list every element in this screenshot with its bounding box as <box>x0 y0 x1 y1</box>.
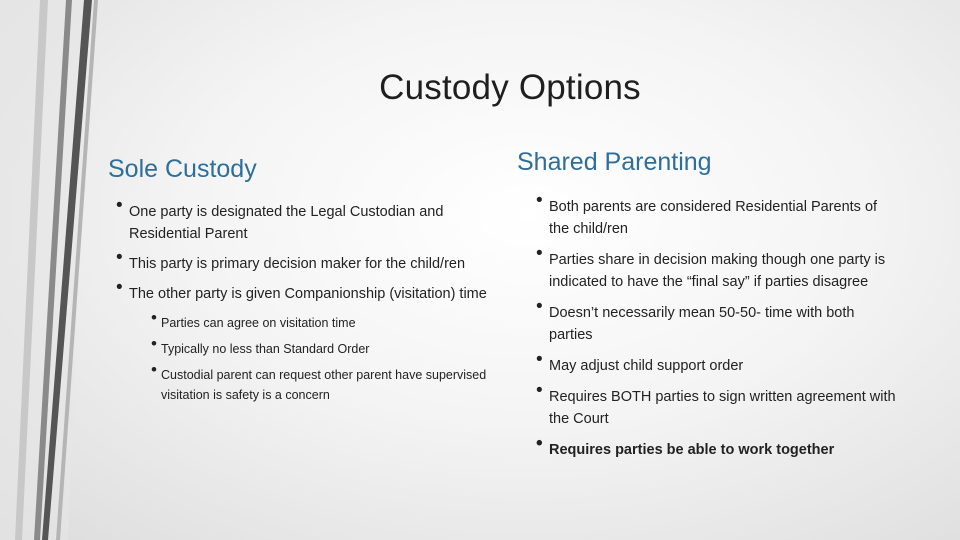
list-item: • One party is designated the Legal Custodian and Residential Parent <box>116 195 444 242</box>
bullet-icon: • <box>116 195 123 216</box>
shared-parenting-list <box>536 190 896 470</box>
sole-custody-list <box>116 195 496 411</box>
list-item: • This party is primary decision maker for the child/ren <box>116 247 466 272</box>
bullet-icon: • <box>536 190 543 211</box>
list-item: • Both parents are considered Residential Parents of the child/ren <box>536 190 878 237</box>
sub-list-item: • Parties can agree on visitation time <box>151 308 356 330</box>
list-item: • Doesn’t necessarily mean 50-50- time with both parties <box>536 296 855 343</box>
bullet-icon: • <box>151 308 157 327</box>
shared-parenting-heading: Shared Parenting <box>517 148 712 176</box>
slide-title: Custody Options <box>379 68 641 107</box>
bullet-icon: • <box>536 243 543 264</box>
sub-list-item: • Custodial parent can request other parent have supervised visitation is safety is a concern <box>151 360 487 402</box>
bullet-icon: • <box>536 296 543 317</box>
bullet-icon: • <box>116 277 123 298</box>
bullet-icon: • <box>536 349 543 370</box>
bullet-icon: • <box>116 247 123 268</box>
list-item: • Requires parties be able to work together <box>536 433 835 458</box>
bullet-icon: • <box>151 360 157 379</box>
list-item: • The other party is given Companionship (visitation) time <box>116 277 487 302</box>
sole-custody-heading: Sole Custody <box>108 155 257 183</box>
bullet-icon: • <box>536 433 543 454</box>
list-item: • Requires BOTH parties to sign written agreement with the Court <box>536 380 896 427</box>
list-item: • May adjust child support order <box>536 349 744 374</box>
sub-list-item: • Typically no less than Standard Order <box>151 334 370 356</box>
bullet-icon: • <box>536 380 543 401</box>
bullet-icon: • <box>151 334 157 353</box>
list-item: • Parties share in decision making though one party is indicated to have the “final say” if parties disagree <box>536 243 886 290</box>
